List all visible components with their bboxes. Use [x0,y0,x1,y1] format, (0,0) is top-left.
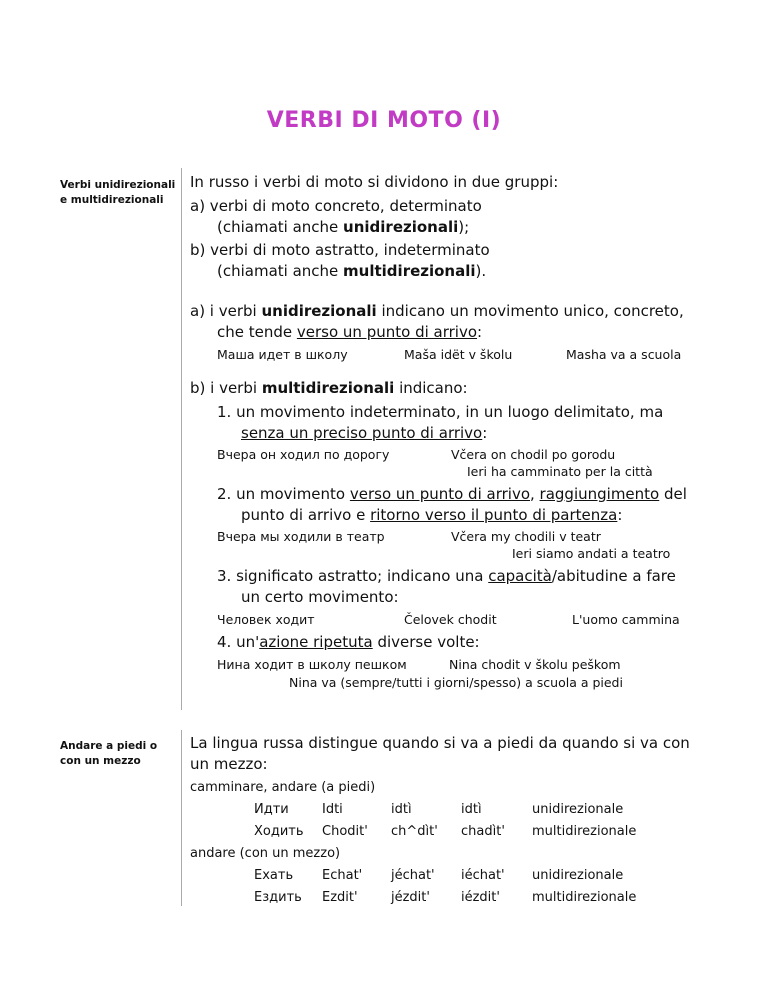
text: ); [458,218,470,236]
bold-term: unidirezionali [343,218,459,236]
text: punto di arrivo e [241,506,371,524]
example-translit: Včera on chodil po gorodu [451,447,616,462]
example-russian: Маша идет в школу [217,347,348,362]
intro-text-2-cont: un mezzo: [190,755,268,773]
table-cell: idtì [461,802,482,817]
example-translit: Maša idët v školu [404,347,513,362]
text: (chiamati anche [217,262,344,280]
underlined-text: senza un preciso punto di arrivo [241,424,483,442]
side-label-line: Verbi unidirezionali [60,179,176,191]
list-item-b: b) verbi di moto astratto, indeterminato [190,241,490,259]
text: a) i verbi [190,302,262,320]
table-cell: Idti [322,802,343,817]
table-cell: iéchat' [461,868,505,883]
page-title: VERBI DI MOTO (I) [266,108,502,133]
text: del [659,485,687,503]
text: : [477,323,483,341]
underlined-text: capacità [488,567,552,585]
table-cell: multidirezionale [532,824,637,839]
table-cell: idtì [391,802,412,817]
example-russian: Человек ходит [217,612,315,627]
text: indicano un movimento unico, concreto, [376,302,684,320]
underlined-text: verso un punto di arrivo [296,323,478,341]
text: 3. significato astratto; indicano una [217,567,489,585]
text: /abitudine a fare [551,567,676,585]
numbered-item-4 [217,632,480,653]
bold-term: unidirezionali [261,302,377,320]
list-item-a-cont [217,217,469,238]
table-cell: Chodit' [322,824,368,839]
numbered-item-2-cont [241,505,622,526]
table-cell: jézdit' [391,890,430,905]
group-label: camminare, andare (a piedi) [190,780,376,795]
text: , [530,485,540,503]
example-italian: Nina va (sempre/tutti i giorni/spesso) a scuola a piedi [289,675,623,690]
paragraph-b2 [190,378,468,399]
numbered-item-1: 1. un movimento indeterminato, in un luogo delimitato, ma [217,403,664,421]
example-italian: Ieri siamo andati a teatro [512,546,671,561]
paragraph-a2 [190,301,684,322]
numbered-item-3 [217,566,676,587]
text: : [617,506,623,524]
text: b) i verbi [190,379,262,397]
side-label-line: e multidirezionali [60,194,164,206]
bold-term: multidirezionali [343,262,476,280]
example-italian: Masha va a scuola [566,347,682,362]
margin-divider [181,730,182,906]
table-cell: Идти [254,802,289,817]
text: diverse volte: [372,633,480,651]
intro-text-2: La lingua russa distingue quando si va a piedi da quando si va con [190,734,690,752]
numbered-item-3-cont: un certo movimento: [241,588,399,606]
example-italian: L'uomo cammina [572,612,680,627]
bold-term: multidirezionali [261,379,395,397]
example-translit: Včera my chodili v teatr [451,529,601,544]
numbered-item-2 [217,484,687,505]
table-cell: ch^dìt' [391,824,438,839]
table-cell: Ходить [254,824,304,839]
numbered-item-1-cont [241,423,487,444]
side-label-verbi [60,178,180,208]
side-label-line: Andare a piedi o [60,740,158,752]
list-item-a: a) verbi di moto concreto, determinato [190,197,482,215]
underlined-text: ritorno verso il punto di partenza [370,506,618,524]
table-cell: chadìt' [461,824,505,839]
paragraph-a2-cont [217,322,482,343]
text: 4. un' [217,633,260,651]
table-cell: Ezdit' [322,890,358,905]
side-label-piedi [60,739,180,769]
list-item-b-cont [217,261,486,282]
margin-divider [181,168,182,710]
table-cell: jéchat' [391,868,435,883]
table-cell: iézdit' [461,890,500,905]
intro-text: In russo i verbi di moto si dividono in due gruppi: [190,173,559,191]
side-label-line: con un mezzo [60,755,141,767]
text: (chiamati anche [217,218,344,236]
table-cell: Ехать [254,868,294,883]
example-italian: Ieri ha camminato per la città [467,464,653,479]
text: indicano: [394,379,468,397]
example-russian: Нина ходит в школу пешком [217,657,407,672]
example-russian: Вчера он ходил по дорогу [217,447,390,462]
table-cell: unidirezionale [532,868,624,883]
table-cell: Ездить [254,890,302,905]
example-translit: Nina chodit v školu peškom [449,657,621,672]
table-cell: unidirezionale [532,802,624,817]
example-russian: Вчера мы ходили в театр [217,529,385,544]
group-label: andare (con un mezzo) [190,846,341,861]
text: che tende [217,323,297,341]
text: 2. un movimento [217,485,350,503]
underlined-text: azione ripetuta [259,633,373,651]
table-cell: Echat' [322,868,363,883]
example-translit: Čelovek chodit [404,612,497,627]
text: : [482,424,488,442]
text: ). [475,262,487,280]
table-cell: multidirezionale [532,890,637,905]
underlined-text: verso un punto di arrivo [349,485,530,503]
underlined-text: raggiungimento [539,485,660,503]
